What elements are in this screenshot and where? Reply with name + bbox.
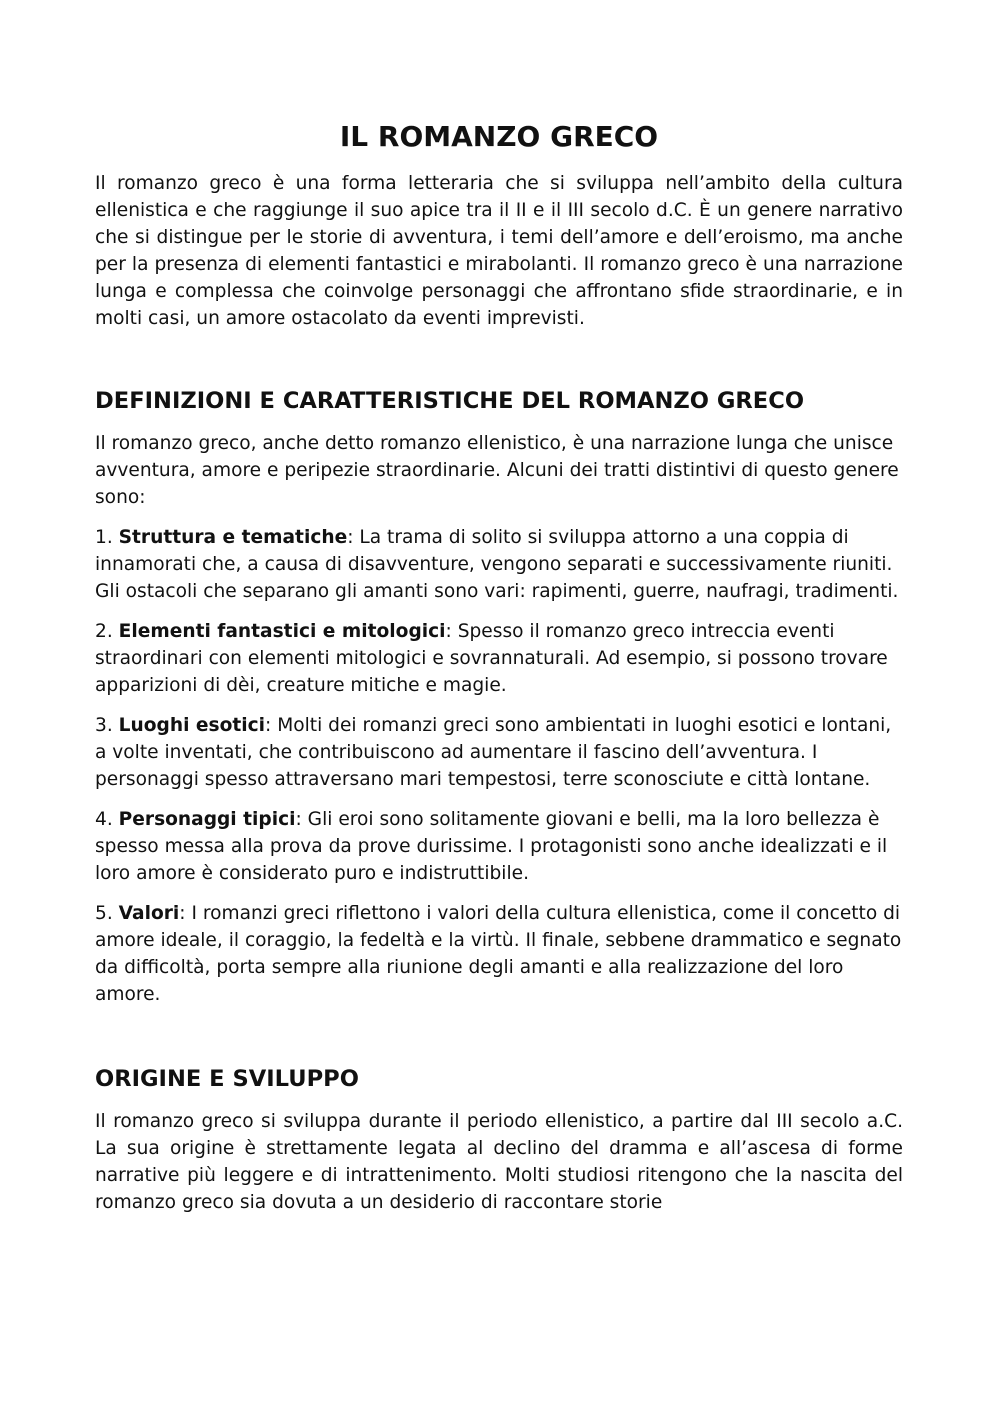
list-item <box>95 900 903 1008</box>
list-item-number: 3. <box>95 715 119 736</box>
definizioni-intro-paragraph: Il romanzo greco, anche detto romanzo ellenistico, è una narrazione lunga che unisce avventura, amore e peripezie straordinarie. Alcuni dei tratti distintivi di questo genere sono: <box>95 433 899 508</box>
list-item-term: Struttura e tematiche <box>118 527 348 548</box>
list-item-number: 4. <box>95 809 119 830</box>
list-item <box>95 618 903 699</box>
list-item-term: Luoghi esotici <box>118 715 266 736</box>
list-item-number: 1. <box>95 527 119 548</box>
list-item-text: : Gli eroi sono solitamente giovani e belli, ma la loro bellezza è spesso messa alla prova da prove durissime. I protagonisti sono anche idealizzati e il loro amore è considerato puro e indistruttibile. <box>95 809 888 884</box>
list-item-term: Valori <box>118 903 180 924</box>
list-item-term: Personaggi tipici <box>118 809 296 830</box>
section-heading-definizioni: DEFINIZIONI E CARATTERISTICHE DEL ROMANZO GRECO <box>95 388 805 414</box>
intro-paragraph: Il romanzo greco è una forma letteraria che si sviluppa nell’ambito della cultura ellenistica e che raggiunge il suo apice tra il II e il III secolo d.C. È un genere narrativo che si distingue per le storie di avventura, i temi dell’amore e dell’eroismo, ma anche per la presenza di elementi fantastici e mirabolanti. Il romanzo greco è una narrazione lunga e complessa che coinvolge personaggi che affrontano sfide straordinarie, e in molti casi, un amore ostacolato da eventi imprevisti. <box>95 173 903 329</box>
list-item <box>95 806 903 887</box>
document-page <box>95 118 903 1216</box>
list-item-text: : Molti dei romanzi greci sono ambientati in luoghi esotici e lontani, a volte inventati, che contribuiscono ad aumentare il fascino dell’avventura. I personaggi spesso attraversano mari tempestosi, terre sconosciute e città lontane. <box>95 715 892 790</box>
list-item-number: 5. <box>95 903 119 924</box>
list-item-text: : Spesso il romanzo greco intreccia eventi straordinari con elementi mitologici e sovrannaturali. Ad esempio, si possono trovare apparizioni di dèi, creature mitiche e magie. <box>95 621 888 696</box>
origine-paragraph: Il romanzo greco si sviluppa durante il periodo ellenistico, a partire dal III secolo a.C. La sua origine è strettamente legata al declino del dramma e all’ascesa di forme narrative più leggere e di intrattenimento. Molti studiosi ritengono che la nascita del romanzo greco sia dovuta a un desiderio di raccontare storie <box>95 1111 903 1213</box>
document-title: IL ROMANZO GRECO <box>339 120 659 153</box>
list-item-text: : I romanzi greci riflettono i valori della cultura ellenistica, come il concetto di amore ideale, il coraggio, la fedeltà e la virtù. Il finale, sebbene drammatico e segnato da difficoltà, porta sempre alla riunione degli amanti e alla realizzazione del loro amore. <box>95 903 902 1005</box>
list-item-text: : La trama di solito si sviluppa attorno a una coppia di innamorati che, a causa di disavventure, vengono separati e successivamente riuniti. Gli ostacoli che separano gli amanti sono vari: rapimenti, guerre, naufragi, tradimenti. <box>95 527 899 602</box>
list-item-number: 2. <box>95 621 119 642</box>
list-item-term: Elementi fantastici e mitologici <box>118 621 446 642</box>
list-item <box>95 524 903 605</box>
list-item <box>95 712 903 793</box>
section-heading-origine: ORIGINE E SVILUPPO <box>95 1066 359 1092</box>
